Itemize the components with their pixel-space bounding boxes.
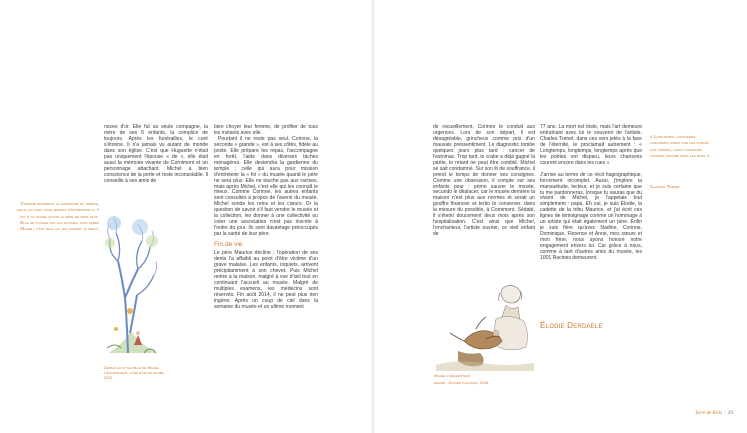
left-col2-p3: Le père Maurice décline ; l'opération de ses dents l'a affaibli au point d'être victime d'un grave malaise. Les enfants, inquiets, arrivent précipitamment à son chevet. Puis Michel rentre à la maison, malgré à vue d'œil tout en continuant l'accueil au musée. Malgré de multiples examens, les médecins sont réservés. Fin août 2014, il ne peut plus rien ingérer. Après un coup de ciel dans la semaine du musée et un ultime moment — [214, 250, 318, 310]
left-col2-p2: Pourtant il ne reste pas seul. Corinne, la seconde « grande », est à ses côtés, fidèle au poste. Elle prépare les repas, l'accompagne en forêt, l'aide dans diverses tâches ménagères. Elle deviendra la gardienne du temple ; celle qui aura pour mission d'entretenir la « foi » du musée quand le père ne sera plus. Elle ne touche pas aux racines, mais après Michel, c'est elle qui les connaît le mieux. Comme Corinne, les autres enfants sont consultés à propos de l'avenir du musée. Michel sonde les reins et les cœurs. Or la question de savoir s'il faut vendre le musée et la collection, les donner à une collectivité ou créer une association n'est pas inscrite à l'ordre du jour. Ils sont davantage préoccupés par la santé de leur père. — [214, 135, 318, 238]
right-col1-p1: de recueillement, Corinne le conduit aux urgences. Lors de son départ, il est désagréable, grincheux comme pris d'un mauvais pressentiment. Le diagnostic tombe quelques jours plus tard : cancer de l'estomac. Trop tard, le crabe a déjà gagné la partie, le retard ne peut être comblé. Michel se sait condamné. Sur son lit de souffrance, il prend le temps de donner ses consignes. Comme une obsession, il compte sur ses enfants pour : primo sauver le musée, secundo le déplacer, car le musée dernière la maison n'est plus aux normes et serait un gouffre financier et tertio le conserver, dans la mesure du possible, à Cornimont. Sédaté, il s'éteint doucement deux mois après son hospitalisation. C'est ainsi que Michel, l'enchanteur, l'artiste ouvrier, ce vieil enfant de — [433, 124, 535, 238]
footer-title: Terre de Brâs — [694, 411, 723, 416]
author-name: Élodie Derdaele — [540, 321, 603, 330]
portrait-drawing-icon — [436, 281, 536, 373]
left-col2-p1: bien choyer leur femme, de profiter de tous les instants avec elle. — [214, 124, 318, 136]
right-column-2 — [540, 125, 642, 262]
left-pull-quote: Corinne deviendra la gardienne du temple, celle qui aura pour mission d'entretenir la « foi » du musée quand le père ne sera plus. Elle ne touche pas aux racines, mais après Michel, c'est elle qui les connaît le mieux. — [16, 202, 99, 233]
tree-illustration — [104, 203, 158, 357]
footer-separator: / — [724, 411, 726, 416]
right-pull-quote-author: Charles Trenet — [650, 185, 680, 190]
right-col2-p2: J'arrive au terme de ce récit hagiographique, forcément incomplet. Aussi, j'implore ta mansuétude, lecteur, et je suis certaine que tu me pardonneras, lorsque tu sauras que du vivant de Michel, je l'appelais tout simplement : papa. Eh oui, je suis Élodie, la cadette de la tribu Maurice, et j'ai écrit ces lignes de témoignage comme un hommage à un artiste qui était également un père. Enfin je suis fière qu'avec Nadine, Corinne, Dominique, Florence et Anne, mes sœurs et mon frère, nous ayons honoré notre engagement envers lui. Car grâce à nous, comme à tant d'autres amis du musée, les 1001 Racines demeurent. — [540, 171, 642, 262]
right-column-1 — [433, 125, 535, 238]
illustration-caption: Dessin au style bille de Michel l'enchanteur, livre d'or du musée, 2011. — [104, 365, 165, 380]
right-pull-quote: « Longtemps, longtemps, longtemps après que les poètes ont disparu, leurs chansons courent encore dans les rues ». — [650, 135, 711, 159]
left-column-1 — [104, 125, 208, 185]
left-page — [0, 0, 373, 433]
page-number: 29 — [727, 410, 733, 416]
right-page — [374, 0, 747, 433]
left-column-2 — [214, 125, 318, 311]
portrait-caption-line1: Michel l'enchanteur — [434, 373, 471, 378]
left-col1-text: noces d'or. Elle fut sa seule compagne, la mère de ses 6 enfants, la complice de toujours. Après les funérailles, le curé s'étonne. Il n'a jamais vu autant de monde dans son église. C'est que Huguette n'était pas uniquement l'épouse « de », elle était aussi la mémoire vivante de Cornimont et un personnage attachant. Michel a bien conscience de la perte et reste inconsolable. Il conseille à ses amis de — [104, 124, 208, 184]
portrait-illustration — [436, 281, 536, 373]
right-col2-p1: 77 ans. La mort est triste, mais l'art demeure entraînant avec lui le souvenir de l'artiste. Charles Trenet, dans ces vers jetés à la face de l'éternité, le proclamait autrement : « Longtemps, longtemps, longtemps après que les poètes ont disparu, leurs chansons courent encore dans les rues ». — [540, 124, 642, 166]
section-heading-fin-de-vie: Fin de vie — [214, 241, 243, 249]
page-footer — [695, 410, 733, 416]
tree-drawing-icon — [104, 203, 158, 357]
portrait-caption-line2: dessin : Olivier Claudon, 2016 — [434, 380, 489, 385]
